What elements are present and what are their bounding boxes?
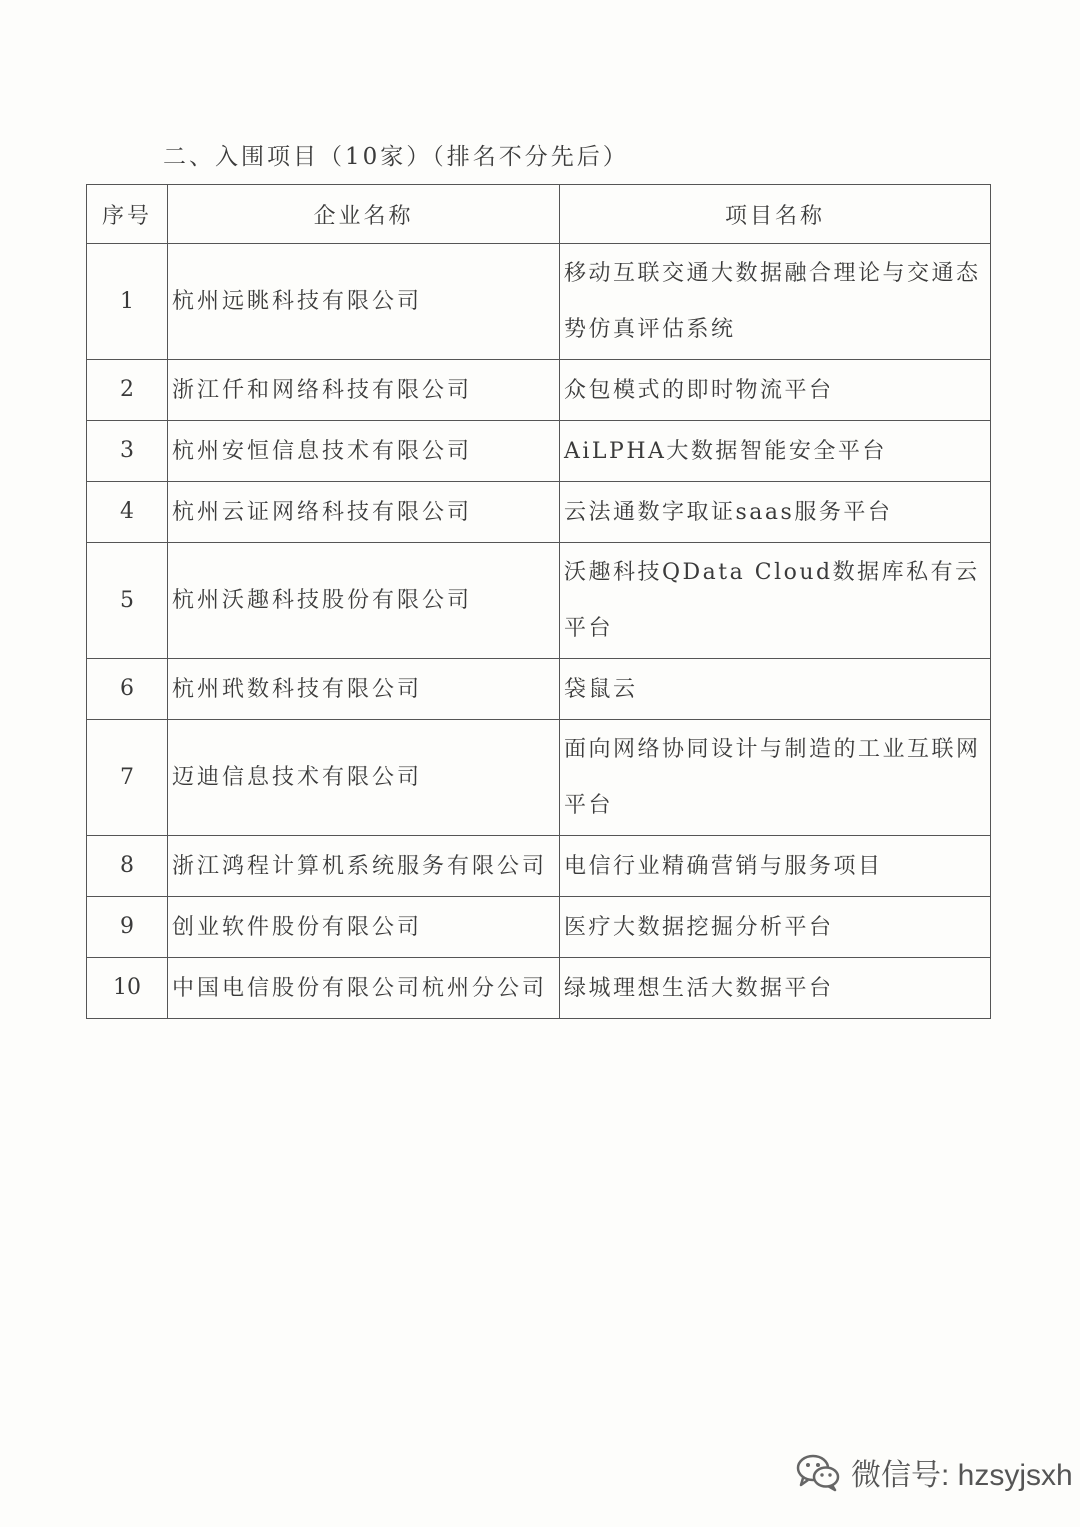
header-index: 序号 — [87, 185, 168, 244]
table-row — [87, 958, 991, 1019]
cell-project: 沃趣科技QData Cloud数据库私有云平台 — [560, 543, 991, 659]
cell-company: 迈迪信息技术有限公司 — [168, 720, 560, 836]
table-row — [87, 360, 991, 421]
cell-project: AiLPHA大数据智能安全平台 — [560, 421, 991, 482]
cell-company: 杭州云证网络科技有限公司 — [168, 482, 560, 543]
header-project: 项目名称 — [560, 185, 991, 244]
cell-index: 3 — [87, 421, 168, 482]
table-row — [87, 897, 991, 958]
cell-index: 5 — [87, 543, 168, 659]
cell-index: 7 — [87, 720, 168, 836]
cell-index: 4 — [87, 482, 168, 543]
cell-company: 浙江仟和网络科技有限公司 — [168, 360, 560, 421]
cell-index: 9 — [87, 897, 168, 958]
cell-index: 10 — [87, 958, 168, 1019]
cell-project: 医疗大数据挖掘分析平台 — [560, 897, 991, 958]
table-row — [87, 720, 991, 836]
cell-index: 6 — [87, 659, 168, 720]
table-row — [87, 421, 991, 482]
table-row — [87, 543, 991, 659]
cell-project: 移动互联交通大数据融合理论与交通态势仿真评估系统 — [560, 244, 991, 360]
watermark-text: 微信号: hzsyjsxh — [851, 1459, 1073, 1492]
cell-company: 创业软件股份有限公司 — [168, 897, 560, 958]
cell-project: 众包模式的即时物流平台 — [560, 360, 991, 421]
cell-project: 电信行业精确营销与服务项目 — [560, 836, 991, 897]
finalist-table — [86, 184, 991, 1019]
cell-project: 袋鼠云 — [560, 659, 991, 720]
table-row — [87, 836, 991, 897]
cell-company: 中国电信股份有限公司杭州分公司 — [168, 958, 560, 1019]
cell-company: 杭州远眺科技有限公司 — [168, 244, 560, 360]
cell-company: 杭州玳数科技有限公司 — [168, 659, 560, 720]
header-company: 企业名称 — [168, 185, 560, 244]
table-row — [87, 244, 991, 360]
wechat-watermark — [795, 1450, 1073, 1494]
cell-company: 浙江鸿程计算机系统服务有限公司 — [168, 836, 560, 897]
table-row — [87, 482, 991, 543]
cell-index: 2 — [87, 360, 168, 421]
cell-index: 1 — [87, 244, 168, 360]
cell-project: 云法通数字取证saas服务平台 — [560, 482, 991, 543]
section-heading: 二、入围项目（10家）（排名不分先后） — [163, 144, 629, 170]
wechat-icon — [795, 1452, 841, 1492]
cell-company: 杭州安恒信息技术有限公司 — [168, 421, 560, 482]
cell-index: 8 — [87, 836, 168, 897]
cell-project: 绿城理想生活大数据平台 — [560, 958, 991, 1019]
cell-project: 面向网络协同设计与制造的工业互联网平台 — [560, 720, 991, 836]
table-row — [87, 659, 991, 720]
cell-company: 杭州沃趣科技股份有限公司 — [168, 543, 560, 659]
table-header-row — [87, 185, 991, 244]
